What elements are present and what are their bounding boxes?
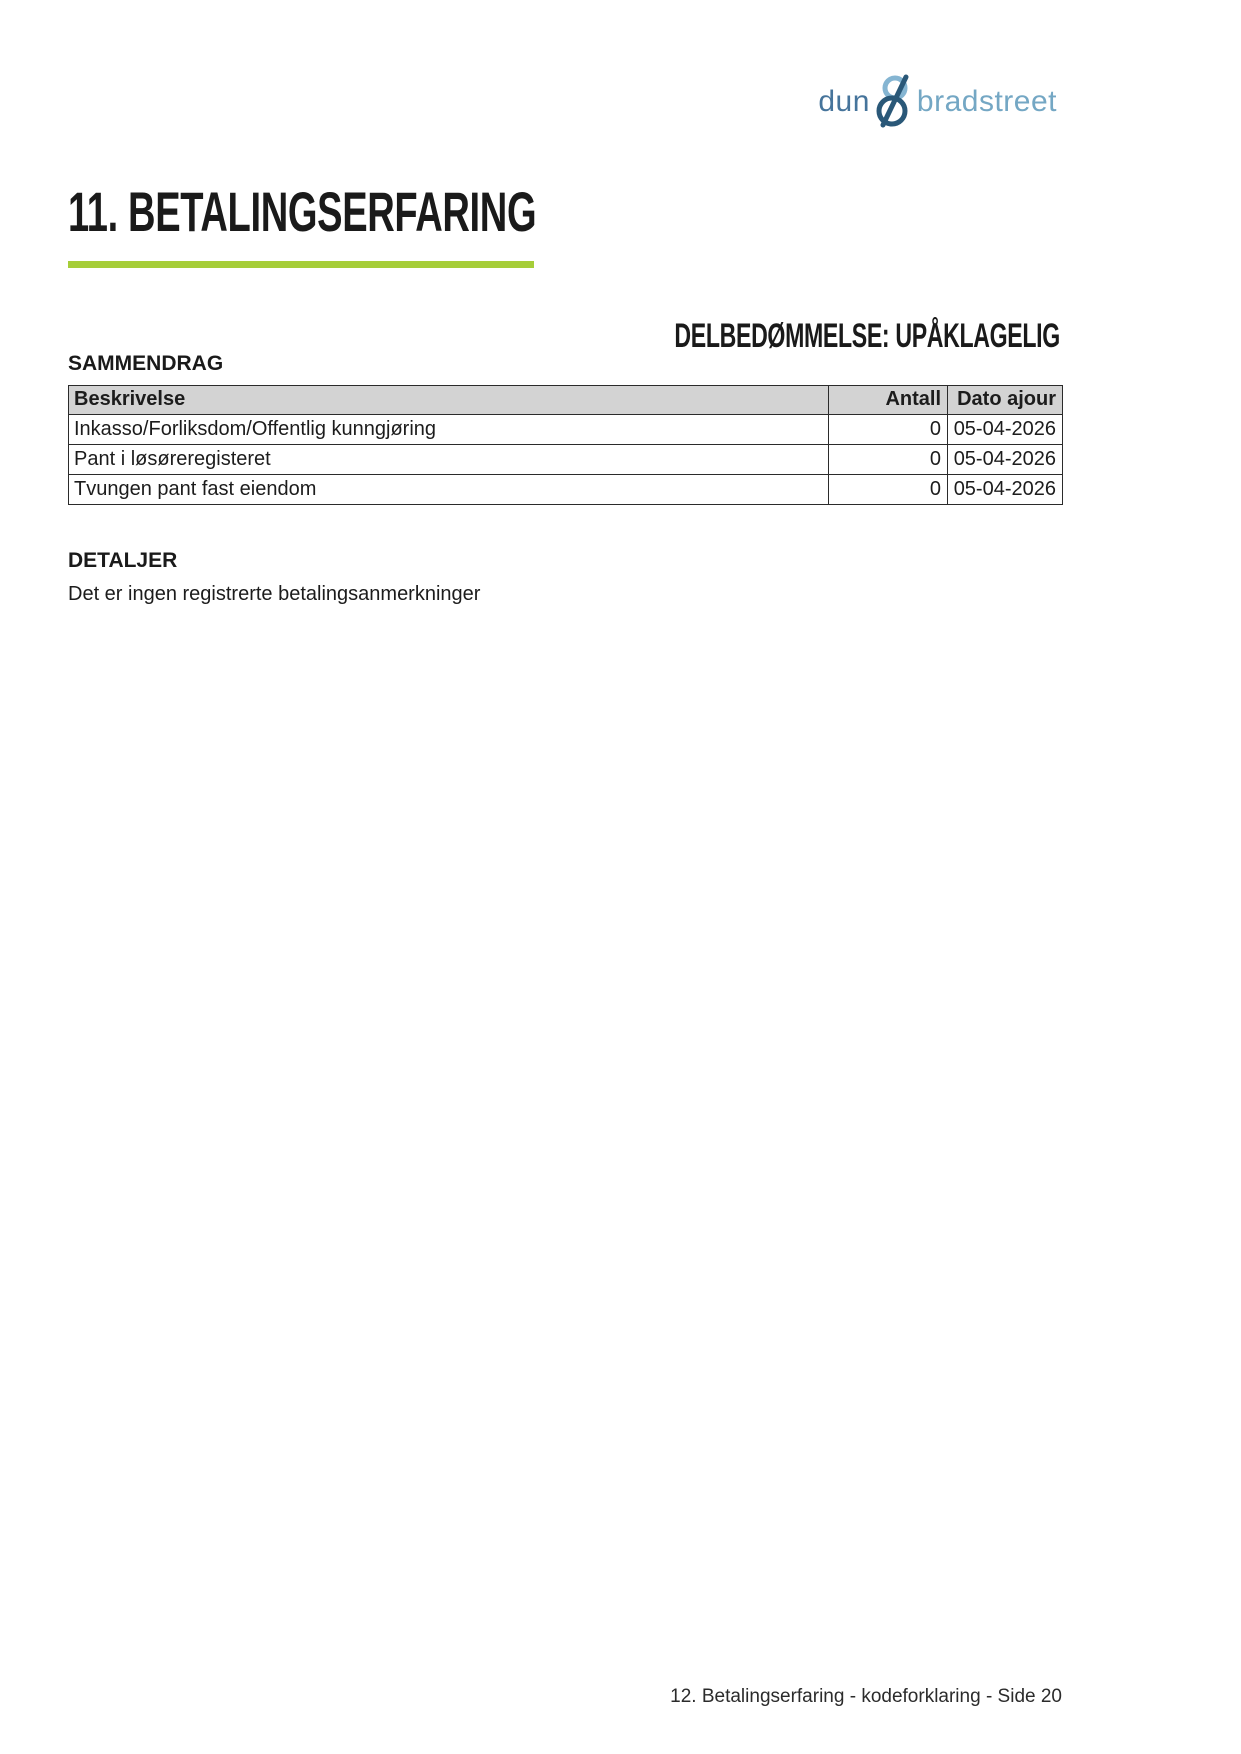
details-section-label: DETALJER bbox=[68, 549, 178, 572]
table-row bbox=[69, 445, 1063, 475]
green-accent-bar bbox=[68, 261, 534, 268]
column-header-dato-ajour: Dato ajour bbox=[948, 386, 1063, 415]
cell-antall: 0 bbox=[829, 475, 948, 505]
cell-antall: 0 bbox=[829, 445, 948, 475]
cell-antall: 0 bbox=[829, 415, 948, 445]
dun-bradstreet-logo bbox=[818, 74, 1057, 130]
table-header-row bbox=[69, 386, 1063, 415]
assessment-heading: DELBEDØMMELSE: UPÅKLAGELIG bbox=[674, 317, 1060, 355]
ampersand-icon bbox=[870, 74, 917, 130]
cell-dato-ajour: 05-04-2026 bbox=[948, 445, 1063, 475]
summary-section-label: SAMMENDRAG bbox=[68, 352, 224, 375]
table-row bbox=[69, 415, 1063, 445]
page-title: 11. BETALINGSERFARING bbox=[68, 180, 537, 243]
cell-dato-ajour: 05-04-2026 bbox=[948, 475, 1063, 505]
cell-dato-ajour: 05-04-2026 bbox=[948, 415, 1063, 445]
logo-text-dun: dun bbox=[818, 85, 870, 118]
column-header-antall: Antall bbox=[829, 386, 948, 415]
logo-text-bradstreet: bradstreet bbox=[916, 85, 1057, 118]
details-text: Det er ingen registrerte betalingsanmerkninger bbox=[68, 583, 481, 605]
cell-beskrivelse: Tvungen pant fast eiendom bbox=[69, 475, 829, 505]
page-footer: 12. Betalingserfaring - kodeforklaring - Side 20 bbox=[670, 1686, 1062, 1707]
table-row bbox=[69, 475, 1063, 505]
summary-table bbox=[68, 385, 1063, 505]
cell-beskrivelse: Pant i løsøreregisteret bbox=[69, 445, 829, 475]
cell-beskrivelse: Inkasso/Forliksdom/Offentlig kunngjøring bbox=[69, 415, 829, 445]
column-header-beskrivelse: Beskrivelse bbox=[69, 386, 829, 415]
